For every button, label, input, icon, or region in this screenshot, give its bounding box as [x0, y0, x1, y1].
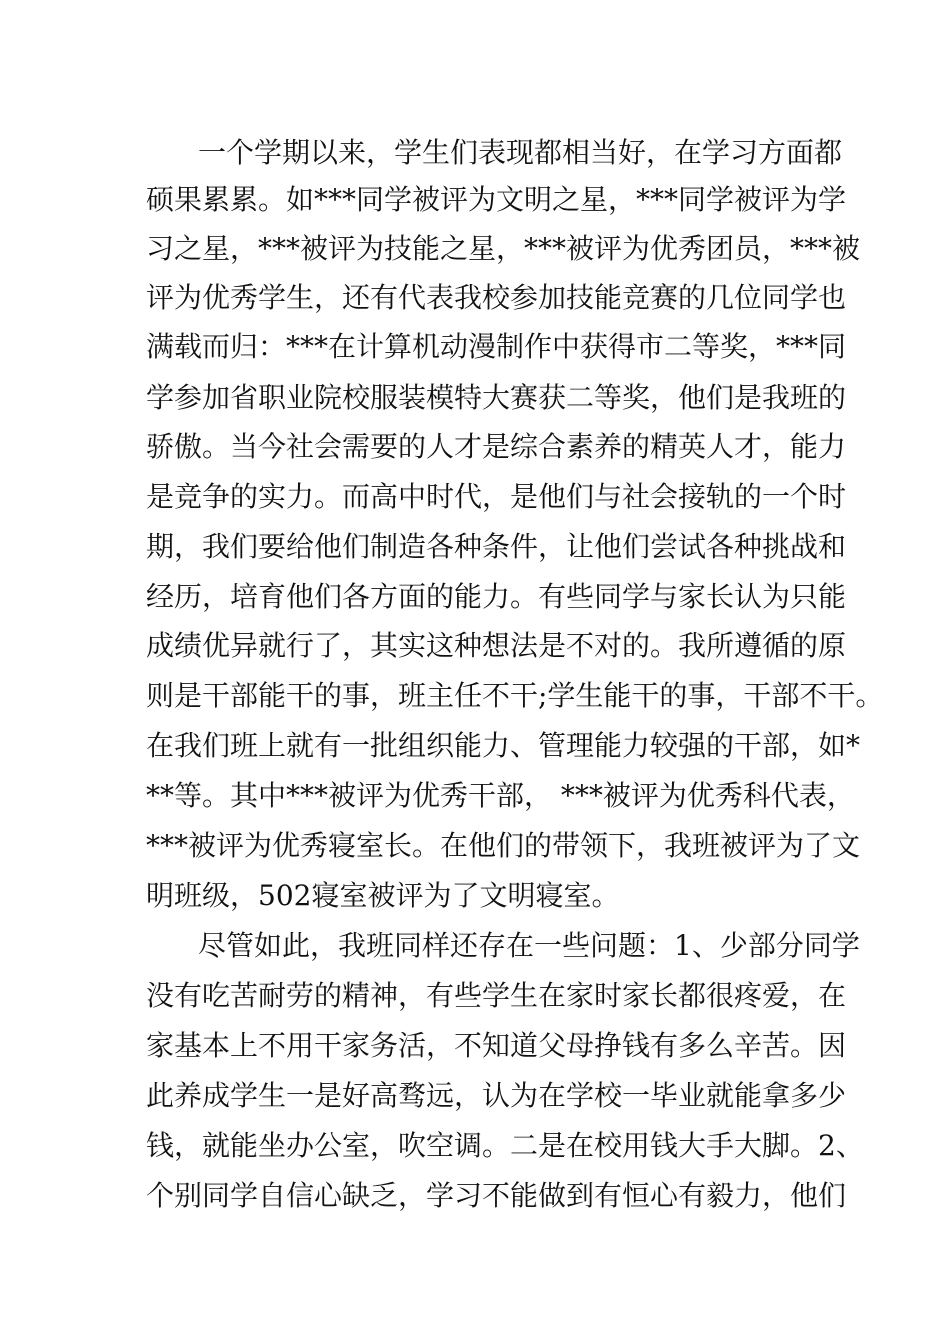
paragraph-1-line-3: 习之星，***被评为技能之星，***被评为优秀团员，***被: [146, 232, 861, 265]
paragraph-2-line-3: 家基本上不用干家务活，不知道父母挣钱有多么辛苦。因: [146, 1029, 847, 1062]
paragraph-1-line-16: 明班级，502寝室被评为了文明寝室。: [146, 879, 620, 912]
paragraph-1-line-8: 是竞争的实力。而高中时代，是他们与社会接轨的一个时: [146, 480, 847, 513]
paragraph-1-line-15: ***被评为优秀寝室长。在他们的带领下，我班被评为了文: [146, 829, 861, 862]
paragraph-1-line-14: **等。其中***被评为优秀干部， ***被评为优秀科代表，: [146, 779, 855, 812]
paragraph-1-line-7: 骄傲。当今社会需要的人才是综合素养的精英人才，能力: [146, 430, 847, 463]
paragraph-1-line-10: 经历，培育他们各方面的能力。有些同学与家长认为只能: [146, 580, 847, 613]
paragraph-2-line-2: 没有吃苦耐劳的精神，有些学生在家时家长都很疼爱，在: [146, 979, 847, 1012]
paragraph-1-line-12: 则是干部能干的事，班主任不干;学生能干的事，干部不干。: [146, 679, 884, 712]
paragraph-1-line-6: 学参加省职业院校服装模特大赛获二等奖，他们是我班的: [146, 381, 847, 414]
paragraph-1-line-4: 评为优秀学生，还有代表我校参加技能竞赛的几位同学也: [146, 281, 847, 314]
paragraph-1-line-11: 成绩优异就行了，其实这种想法是不对的。我所遵循的原: [146, 629, 847, 662]
paragraph-2-line-5: 钱，就能坐办公室，吹空调。二是在校用钱大手大脚。2、: [146, 1129, 864, 1162]
paragraph-2-line-1: 尽管如此，我班同样还存在一些问题：1、少部分同学: [198, 929, 860, 962]
paragraph-2-line-4: 此养成学生一是好高骛远，认为在学校一毕业就能拿多少: [146, 1079, 847, 1112]
paragraph-1-line-9: 期，我们要给他们制造各种条件，让他们尝试各种挑战和: [146, 530, 847, 563]
paragraph-1-line-1: 一个学期以来，学生们表现都相当好，在学习方面都: [198, 136, 843, 169]
paragraph-1-line-13: 在我们班上就有一批组织能力、管理能力较强的干部，如*: [146, 729, 861, 762]
paragraph-1-line-5: 满载而归：***在计算机动漫制作中获得市二等奖，***同: [146, 330, 847, 363]
paragraph-2-line-6: 个别同学自信心缺乏，学习不能做到有恒心有毅力，他们: [146, 1179, 847, 1212]
paragraph-1-line-2: 硕果累累。如***同学被评为文明之星，***同学被评为学: [146, 183, 847, 216]
